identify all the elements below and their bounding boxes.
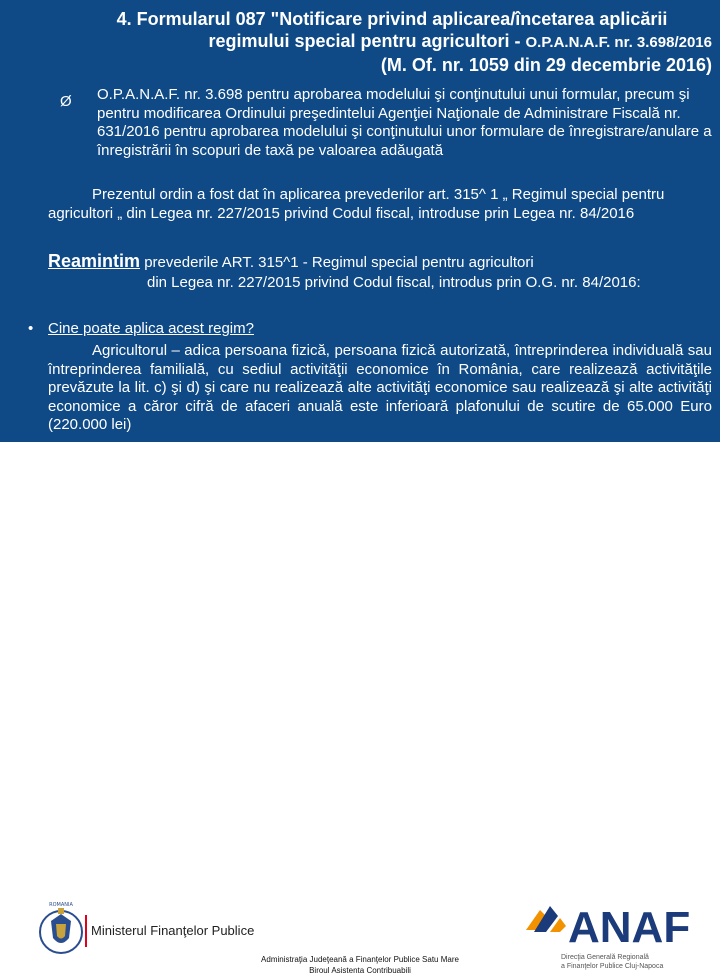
anaf-logo-icon	[520, 896, 714, 954]
reminder-text: prevederile ART. 315^1 - Regimul special pentru agricultori	[140, 254, 534, 271]
reminder-line	[48, 251, 534, 272]
reminder-line-2: din Legea nr. 227/2015 privind Codul fiscal, introdus prin O.G. nr. 84/2016:	[147, 274, 641, 291]
slide-content	[0, 0, 720, 442]
slide-title	[72, 8, 712, 76]
question-heading: Cine poate aplica acest regim?	[48, 320, 254, 337]
title-line-1: 4. Formularul 087 "Notificare privind aplicarea/încetarea aplicării	[116, 9, 668, 29]
footer	[0, 442, 720, 975]
bullet-icon: •	[28, 320, 34, 337]
title-line-2	[72, 30, 712, 54]
paragraph-order-description: O.P.A.N.A.F. nr. 3.698 pentru aprobarea modelului şi conţinutului unui formular, precum şi pentru modificarea Ordinului preşedintelui Agenţiei Naţionale de Administrare Fiscală nr. 631/2016 pentru aprobarea modelului şi conţinutului unor formulare de înregistrare/anulare a înregistrării în scopuri de taxă pe valoarea adăugată	[97, 86, 712, 159]
reminder-word: Reamintim	[48, 251, 141, 271]
title-line-2-text: regimului special pentru agricultori -	[208, 31, 526, 51]
title-order-number: O.P.A.N.A.F. nr. 3.698/2016	[525, 34, 712, 51]
emblem-label: ROMANIA	[49, 902, 73, 908]
dgrfp-line-2: a Finanţelor Publice Cluj-Napoca	[561, 963, 664, 970]
anaf-logo-text: ANAF	[568, 903, 691, 952]
footer-divider	[85, 915, 87, 947]
answer-paragraph: Agricultorul – adica persoana fizică, persoana fizică autorizată, întreprinderea individuală sau întreprinderea familială, cu sediul activităţii economice în România, care realizează activităţile prevăzute la lit. c) şi d) şi care nu realizează alte activităţi economice sau realizează şi alte activităţi economice a căror cifră de afaceri anuală este inferioară plafonului de scutire de 65.000 Euro (220.000 lei)	[48, 342, 712, 434]
footer-institution: Administraţia Judeţeană a Finanţelor Publice Satu Mare	[261, 955, 459, 964]
title-line-3: (M. Of. nr. 1059 din 29 decembrie 2016)	[380, 55, 712, 75]
footer-department: Biroul Asistenta Contribuabili	[309, 966, 411, 975]
paragraph-order-application: Prezentul ordin a fost dat în aplicarea prevederilor art. 315^ 1 „ Regimul special pentru agricultori „ din Legea nr. 227/2015 privind Codul fiscal, introduse prin Legea nr. 84/2016	[48, 186, 665, 222]
romania-coat-of-arms-icon	[38, 894, 84, 970]
arrow-bullet-icon: Ø	[60, 93, 72, 110]
dgrfp-line-1: Direcţia Generală Regională	[561, 954, 649, 961]
ministry-name: Ministerul Finanţelor Publice	[91, 923, 255, 938]
